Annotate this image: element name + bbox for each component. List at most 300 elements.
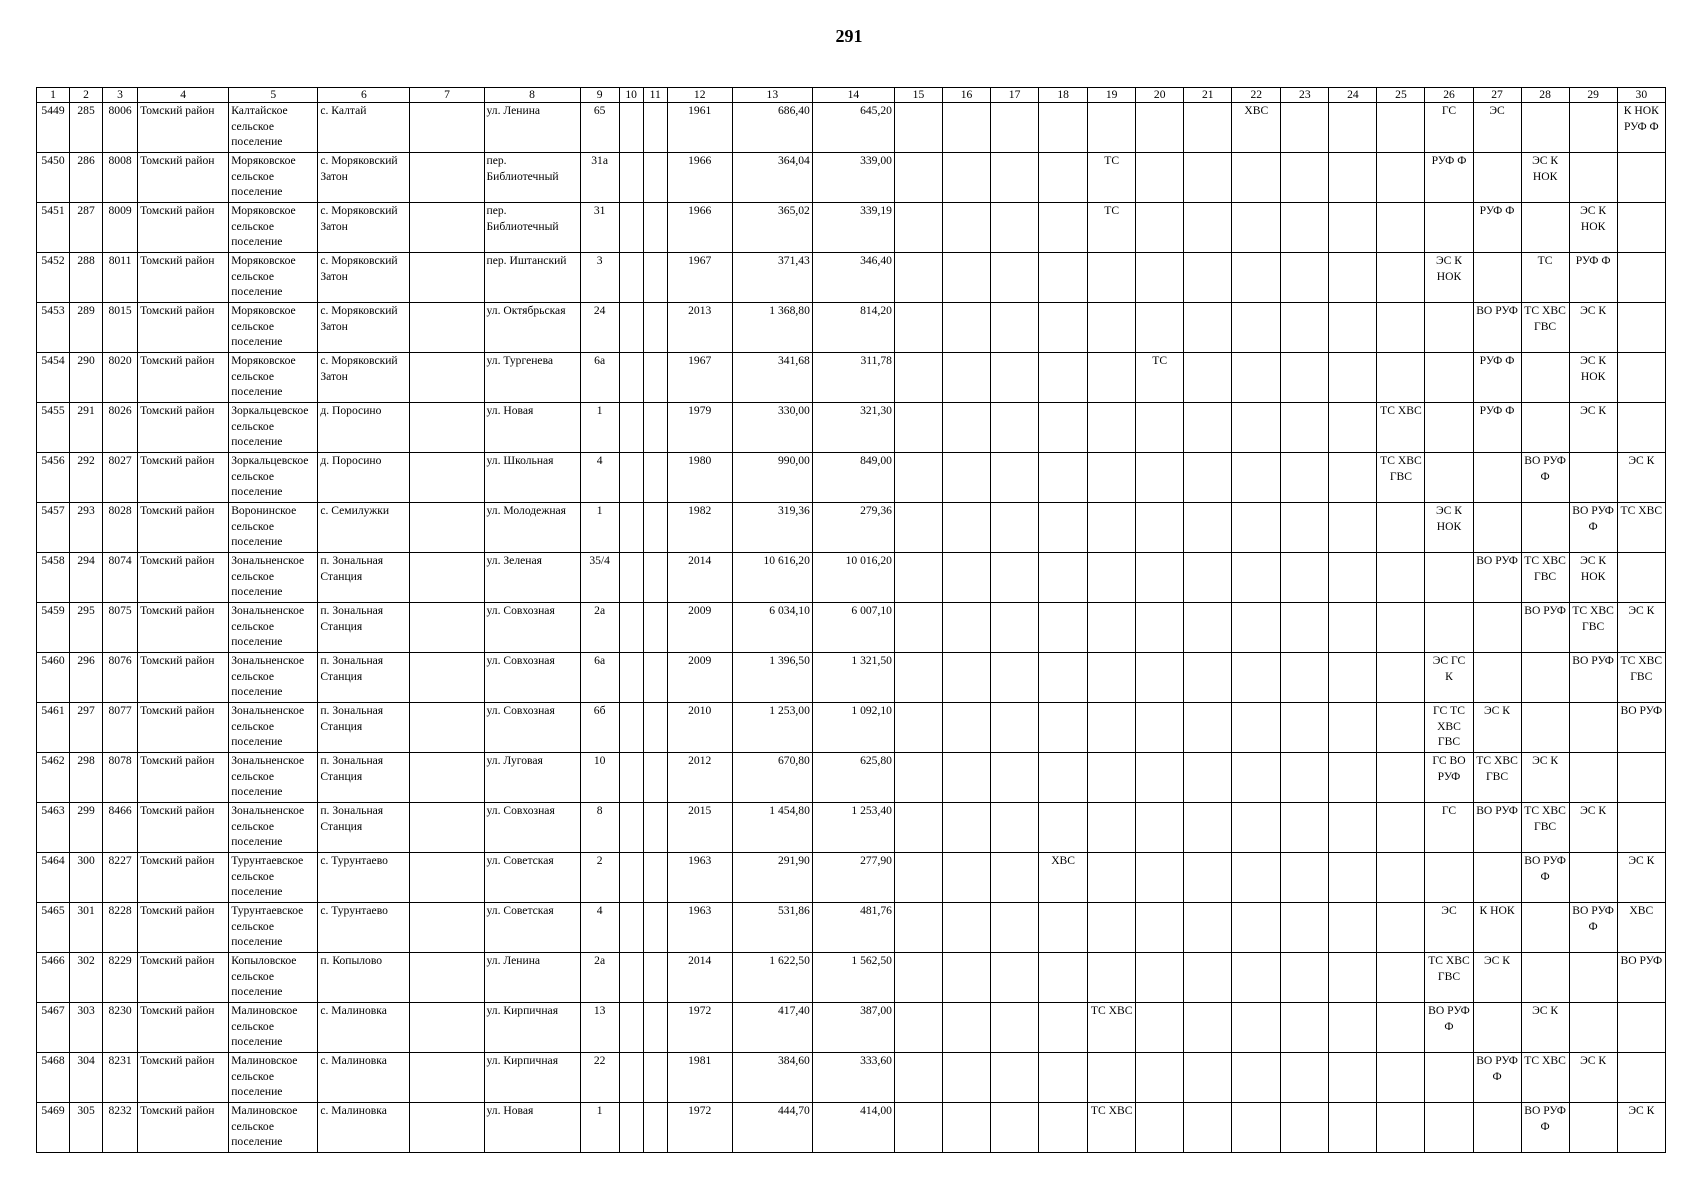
table-cell xyxy=(1232,1003,1281,1053)
table-cell: 5467 xyxy=(37,1003,70,1053)
table-cell: ЭС К xyxy=(1569,803,1617,853)
table-cell xyxy=(1329,553,1377,603)
table-cell: Томский район xyxy=(138,103,229,153)
table-cell xyxy=(1136,603,1184,653)
column-number: 11 xyxy=(643,88,667,103)
table-cell xyxy=(619,303,643,353)
table-cell xyxy=(619,653,643,703)
table-cell: ЭС К НОК xyxy=(1425,253,1473,303)
table-cell: ул. Кирпичная xyxy=(484,1003,580,1053)
table-cell: ул. Ленина xyxy=(484,103,580,153)
table-cell xyxy=(1281,503,1329,553)
table-cell: ул. Совхозная xyxy=(484,703,580,753)
table-cell: 365,02 xyxy=(732,203,812,253)
table-cell xyxy=(991,253,1039,303)
table-cell: К НОК xyxy=(1473,903,1521,953)
column-number: 29 xyxy=(1569,88,1617,103)
table-cell xyxy=(894,153,942,203)
table-cell: пер. Иштанский xyxy=(484,253,580,303)
table-cell xyxy=(943,803,991,853)
table-cell xyxy=(1425,1103,1473,1153)
table-cell: 481,76 xyxy=(812,903,894,953)
table-cell: РУФ Ф xyxy=(1425,153,1473,203)
table-cell: 65 xyxy=(580,103,619,153)
table-cell xyxy=(1136,703,1184,753)
table-cell xyxy=(410,703,484,753)
table-cell xyxy=(991,603,1039,653)
table-cell: 5449 xyxy=(37,103,70,153)
table-cell: 5450 xyxy=(37,153,70,203)
column-number: 16 xyxy=(943,88,991,103)
table-row xyxy=(37,703,1666,753)
table-cell: 330,00 xyxy=(732,403,812,453)
table-cell: 303 xyxy=(70,1003,103,1053)
table-cell xyxy=(1521,653,1569,703)
table-row xyxy=(37,1103,1666,1153)
table-cell: 2014 xyxy=(667,953,732,1003)
table-cell xyxy=(1088,503,1136,553)
table-cell: ул. Зеленая xyxy=(484,553,580,603)
column-number: 14 xyxy=(812,88,894,103)
table-cell: 1 xyxy=(580,503,619,553)
table-cell xyxy=(991,653,1039,703)
table-cell xyxy=(1232,153,1281,203)
table-cell: 670,80 xyxy=(732,753,812,803)
table-cell xyxy=(643,303,667,353)
table-cell xyxy=(1088,253,1136,303)
table-cell xyxy=(1184,753,1232,803)
table-cell xyxy=(619,503,643,553)
table-cell: Моряковское сельское поселение xyxy=(229,353,318,403)
table-cell xyxy=(1329,653,1377,703)
table-cell: 302 xyxy=(70,953,103,1003)
table-cell xyxy=(943,1003,991,1053)
table-cell: Копыловское сельское поселение xyxy=(229,953,318,1003)
table-cell: пер. Библиотечный xyxy=(484,153,580,203)
table-cell xyxy=(643,203,667,253)
table-cell xyxy=(1377,303,1425,353)
table-cell xyxy=(619,1053,643,1103)
table-cell xyxy=(619,803,643,853)
table-cell: ЭС К xyxy=(1617,453,1665,503)
table-cell xyxy=(1521,403,1569,453)
table-cell xyxy=(1377,553,1425,603)
table-cell xyxy=(410,1053,484,1103)
table-cell: 2а xyxy=(580,953,619,1003)
table-cell xyxy=(1039,453,1088,503)
table-cell xyxy=(1088,603,1136,653)
column-number: 30 xyxy=(1617,88,1665,103)
table-cell xyxy=(943,953,991,1003)
table-cell xyxy=(1136,303,1184,353)
table-cell: ТС ХВС xyxy=(1521,1053,1569,1103)
table-cell xyxy=(1088,103,1136,153)
table-cell xyxy=(1281,253,1329,303)
table-cell: ГС xyxy=(1425,803,1473,853)
table-cell xyxy=(1232,303,1281,353)
table-cell xyxy=(1569,853,1617,903)
table-cell xyxy=(1473,603,1521,653)
table-cell: 8026 xyxy=(103,403,138,453)
table-cell xyxy=(894,1103,942,1153)
table-cell xyxy=(1473,853,1521,903)
table-cell: 346,40 xyxy=(812,253,894,303)
table-row xyxy=(37,403,1666,453)
table-row xyxy=(37,953,1666,1003)
table-cell: ГС xyxy=(1425,103,1473,153)
table-cell xyxy=(619,853,643,903)
table-row xyxy=(37,553,1666,603)
table-cell: Томский район xyxy=(138,1103,229,1153)
table-cell: 387,00 xyxy=(812,1003,894,1053)
table-cell: ЭС К НОК xyxy=(1425,503,1473,553)
table-cell: 2 xyxy=(580,853,619,903)
table-cell xyxy=(894,603,942,653)
table-row xyxy=(37,1053,1666,1103)
table-cell xyxy=(1039,703,1088,753)
table-cell: 35/4 xyxy=(580,553,619,603)
column-number: 12 xyxy=(667,88,732,103)
table-cell xyxy=(410,353,484,403)
table-cell xyxy=(943,203,991,253)
table-cell xyxy=(1232,403,1281,453)
table-cell: 297 xyxy=(70,703,103,753)
table-cell xyxy=(1232,353,1281,403)
table-cell xyxy=(410,103,484,153)
table-cell: с. Малиновка xyxy=(318,1103,410,1153)
table-cell xyxy=(619,953,643,1003)
table-cell xyxy=(1569,1003,1617,1053)
table-cell xyxy=(1232,603,1281,653)
table-cell xyxy=(943,603,991,653)
table-cell: п. Зональная Станция xyxy=(318,703,410,753)
table-cell: 1 562,50 xyxy=(812,953,894,1003)
table-cell xyxy=(1184,803,1232,853)
table-cell xyxy=(894,403,942,453)
table-cell: 311,78 xyxy=(812,353,894,403)
table-cell: с. Калтай xyxy=(318,103,410,153)
table-cell xyxy=(1039,1053,1088,1103)
table-cell xyxy=(1184,203,1232,253)
table-cell xyxy=(1281,753,1329,803)
table-cell: 1 454,80 xyxy=(732,803,812,853)
table-cell: Томский район xyxy=(138,753,229,803)
table-cell xyxy=(1088,303,1136,353)
table-cell xyxy=(1377,653,1425,703)
table-cell: ЭС К xyxy=(1521,753,1569,803)
table-cell: ВО РУФ xyxy=(1617,703,1665,753)
table-cell xyxy=(943,303,991,353)
table-cell: 13 xyxy=(580,1003,619,1053)
table-cell xyxy=(643,903,667,953)
table-cell xyxy=(1377,1053,1425,1103)
table-cell: Томский район xyxy=(138,1003,229,1053)
table-cell: ТС ХВС ГВС xyxy=(1521,303,1569,353)
table-cell: 31а xyxy=(580,153,619,203)
table-cell: ГС ВО РУФ xyxy=(1425,753,1473,803)
table-cell: 5456 xyxy=(37,453,70,503)
table-cell xyxy=(1329,953,1377,1003)
table-cell: ул. Октябрьская xyxy=(484,303,580,353)
table-cell xyxy=(1039,553,1088,603)
column-number: 13 xyxy=(732,88,812,103)
table-cell xyxy=(1473,503,1521,553)
table-cell xyxy=(991,153,1039,203)
table-cell xyxy=(1039,503,1088,553)
table-cell xyxy=(1232,753,1281,803)
table-cell: Томский район xyxy=(138,903,229,953)
table-cell xyxy=(1569,703,1617,753)
table-cell: 31 xyxy=(580,203,619,253)
table-cell: 1972 xyxy=(667,1103,732,1153)
table-cell xyxy=(643,603,667,653)
table-cell: ЭС К НОК xyxy=(1569,353,1617,403)
column-number: 19 xyxy=(1088,88,1136,103)
table-cell xyxy=(894,1003,942,1053)
table-row xyxy=(37,353,1666,403)
table-cell: 5463 xyxy=(37,803,70,853)
table-cell xyxy=(1569,953,1617,1003)
table-cell: Моряковское сельское поселение xyxy=(229,303,318,353)
table-cell xyxy=(943,153,991,203)
table-cell xyxy=(943,553,991,603)
table-cell xyxy=(1617,403,1665,453)
table-cell xyxy=(943,503,991,553)
column-number: 26 xyxy=(1425,88,1473,103)
table-cell: 8230 xyxy=(103,1003,138,1053)
table-cell: ул. Совхозная xyxy=(484,653,580,703)
table-cell xyxy=(1088,403,1136,453)
table-cell: 288 xyxy=(70,253,103,303)
table-cell: с. Турунтаево xyxy=(318,853,410,903)
table-cell: 4 xyxy=(580,903,619,953)
table-cell: 1966 xyxy=(667,203,732,253)
table-cell: ЭС К xyxy=(1617,1103,1665,1153)
table-cell: 300 xyxy=(70,853,103,903)
table-cell xyxy=(991,553,1039,603)
table-cell xyxy=(643,553,667,603)
table-cell: 1979 xyxy=(667,403,732,453)
table-cell xyxy=(991,353,1039,403)
table-cell xyxy=(1377,953,1425,1003)
table-cell: ВО РУФ xyxy=(1473,303,1521,353)
table-cell: ВО РУФ Ф xyxy=(1521,1103,1569,1153)
table-cell: ЭС К НОК xyxy=(1569,203,1617,253)
table-cell: ВО РУФ xyxy=(1521,603,1569,653)
table-cell xyxy=(1039,603,1088,653)
table-cell xyxy=(1617,1053,1665,1103)
table-cell: РУФ Ф xyxy=(1473,403,1521,453)
table-cell xyxy=(1281,403,1329,453)
table-cell: 8011 xyxy=(103,253,138,303)
table-cell xyxy=(1329,1003,1377,1053)
table-cell: 1 622,50 xyxy=(732,953,812,1003)
table-cell xyxy=(1617,1003,1665,1053)
table-cell: ЭС ГС К xyxy=(1425,653,1473,703)
table-cell: ЭС К xyxy=(1569,403,1617,453)
table-cell xyxy=(1039,1003,1088,1053)
table-cell: ТС ХВС ГВС xyxy=(1377,453,1425,503)
table-cell xyxy=(894,203,942,253)
table-cell xyxy=(1329,303,1377,353)
table-cell: 1967 xyxy=(667,353,732,403)
table-cell xyxy=(1521,703,1569,753)
table-cell xyxy=(1329,1103,1377,1153)
table-cell: 990,00 xyxy=(732,453,812,503)
table-cell: 5465 xyxy=(37,903,70,953)
table-cell: Зональненское сельское поселение xyxy=(229,603,318,653)
table-cell: с. Моряковский Затон xyxy=(318,203,410,253)
table-cell: 6а xyxy=(580,353,619,403)
table-cell xyxy=(1136,803,1184,853)
table-cell: 333,60 xyxy=(812,1053,894,1103)
column-number-row xyxy=(37,88,1666,103)
table-cell: 291 xyxy=(70,403,103,453)
table-cell: 5457 xyxy=(37,503,70,553)
table-cell xyxy=(1281,1003,1329,1053)
table-cell: ВО РУФ xyxy=(1473,553,1521,603)
table-cell: 417,40 xyxy=(732,1003,812,1053)
table-cell xyxy=(410,203,484,253)
table-cell xyxy=(643,753,667,803)
table-cell: ВО РУФ Ф xyxy=(1569,503,1617,553)
table-cell: ХВС xyxy=(1232,103,1281,153)
table-cell xyxy=(1184,953,1232,1003)
table-cell xyxy=(410,503,484,553)
table-cell xyxy=(1088,353,1136,403)
table-cell xyxy=(1425,453,1473,503)
table-cell xyxy=(1232,1103,1281,1153)
table-cell xyxy=(1521,503,1569,553)
table-cell: с. Малиновка xyxy=(318,1003,410,1053)
table-cell xyxy=(1377,503,1425,553)
table-cell xyxy=(1617,753,1665,803)
table-cell xyxy=(1329,703,1377,753)
table-cell xyxy=(1039,803,1088,853)
table-cell: 5466 xyxy=(37,953,70,1003)
table-cell xyxy=(1377,703,1425,753)
table-cell xyxy=(1184,603,1232,653)
table-cell xyxy=(1617,803,1665,853)
table-cell xyxy=(991,503,1039,553)
table-cell xyxy=(410,403,484,453)
table-cell xyxy=(1184,903,1232,953)
table-cell: 414,00 xyxy=(812,1103,894,1153)
column-number: 18 xyxy=(1039,88,1088,103)
table-cell xyxy=(1569,453,1617,503)
table-cell xyxy=(1088,553,1136,603)
table-cell: 6 007,10 xyxy=(812,603,894,653)
table-cell: 319,36 xyxy=(732,503,812,553)
table-row xyxy=(37,753,1666,803)
table-cell: 2009 xyxy=(667,603,732,653)
table-cell: 625,80 xyxy=(812,753,894,803)
table-cell xyxy=(410,1003,484,1053)
table-cell xyxy=(619,1003,643,1053)
table-cell: Томский район xyxy=(138,653,229,703)
table-cell xyxy=(1136,103,1184,153)
table-cell: 8227 xyxy=(103,853,138,903)
table-cell: 5464 xyxy=(37,853,70,903)
table-cell xyxy=(619,703,643,753)
table-cell xyxy=(643,353,667,403)
table-cell: 8078 xyxy=(103,753,138,803)
table-cell: ЭС xyxy=(1473,103,1521,153)
table-cell xyxy=(1473,653,1521,703)
table-cell xyxy=(943,703,991,753)
table-cell xyxy=(1088,1053,1136,1103)
table-cell: 849,00 xyxy=(812,453,894,503)
table-cell xyxy=(1281,853,1329,903)
table-cell: 291,90 xyxy=(732,853,812,903)
table-cell xyxy=(643,153,667,203)
table-cell: Зональненское сельское поселение xyxy=(229,803,318,853)
table-cell: ЭС К xyxy=(1617,603,1665,653)
table-cell: ВО РУФ Ф xyxy=(1569,903,1617,953)
table-cell xyxy=(894,853,942,903)
table-cell: 8228 xyxy=(103,903,138,953)
table-cell xyxy=(410,1103,484,1153)
table-cell xyxy=(991,103,1039,153)
table-cell: ТС ХВС xyxy=(1377,403,1425,453)
table-cell xyxy=(894,553,942,603)
table-cell: 8231 xyxy=(103,1053,138,1103)
table-cell: 8074 xyxy=(103,553,138,603)
table-cell xyxy=(991,853,1039,903)
column-number: 20 xyxy=(1136,88,1184,103)
table-cell: 5459 xyxy=(37,603,70,653)
table-cell xyxy=(1377,753,1425,803)
table-cell xyxy=(1136,653,1184,703)
table-cell xyxy=(1281,303,1329,353)
table-cell: д. Поросино xyxy=(318,403,410,453)
table-cell xyxy=(410,603,484,653)
table-cell xyxy=(1232,903,1281,953)
table-cell xyxy=(1329,1053,1377,1103)
table-cell: п. Зональная Станция xyxy=(318,653,410,703)
table-cell xyxy=(1329,203,1377,253)
column-number: 3 xyxy=(103,88,138,103)
table-cell: ТС ХВС ГВС xyxy=(1473,753,1521,803)
table-cell: 5453 xyxy=(37,303,70,353)
table-cell: 5469 xyxy=(37,1103,70,1153)
table-cell xyxy=(1088,453,1136,503)
column-number: 24 xyxy=(1329,88,1377,103)
table-cell xyxy=(1521,953,1569,1003)
table-cell: 645,20 xyxy=(812,103,894,153)
table-cell: 4 xyxy=(580,453,619,503)
table-cell xyxy=(1136,253,1184,303)
table-cell: 8028 xyxy=(103,503,138,553)
table-cell: пер. Библиотечный xyxy=(484,203,580,253)
table-cell xyxy=(1136,1103,1184,1153)
table-cell xyxy=(1136,853,1184,903)
table-cell: 1963 xyxy=(667,903,732,953)
table-cell: 1 253,00 xyxy=(732,703,812,753)
table-cell xyxy=(1136,1003,1184,1053)
table-cell xyxy=(1184,253,1232,303)
table-cell xyxy=(1425,603,1473,653)
table-cell xyxy=(1281,353,1329,403)
table-cell xyxy=(943,1053,991,1103)
table-cell xyxy=(643,503,667,553)
table-cell xyxy=(1617,253,1665,303)
table-cell: ТС xyxy=(1088,203,1136,253)
table-cell xyxy=(943,253,991,303)
table-cell xyxy=(894,103,942,153)
table-cell: Малиновское сельское поселение xyxy=(229,1003,318,1053)
table-cell: ул. Школьная xyxy=(484,453,580,503)
